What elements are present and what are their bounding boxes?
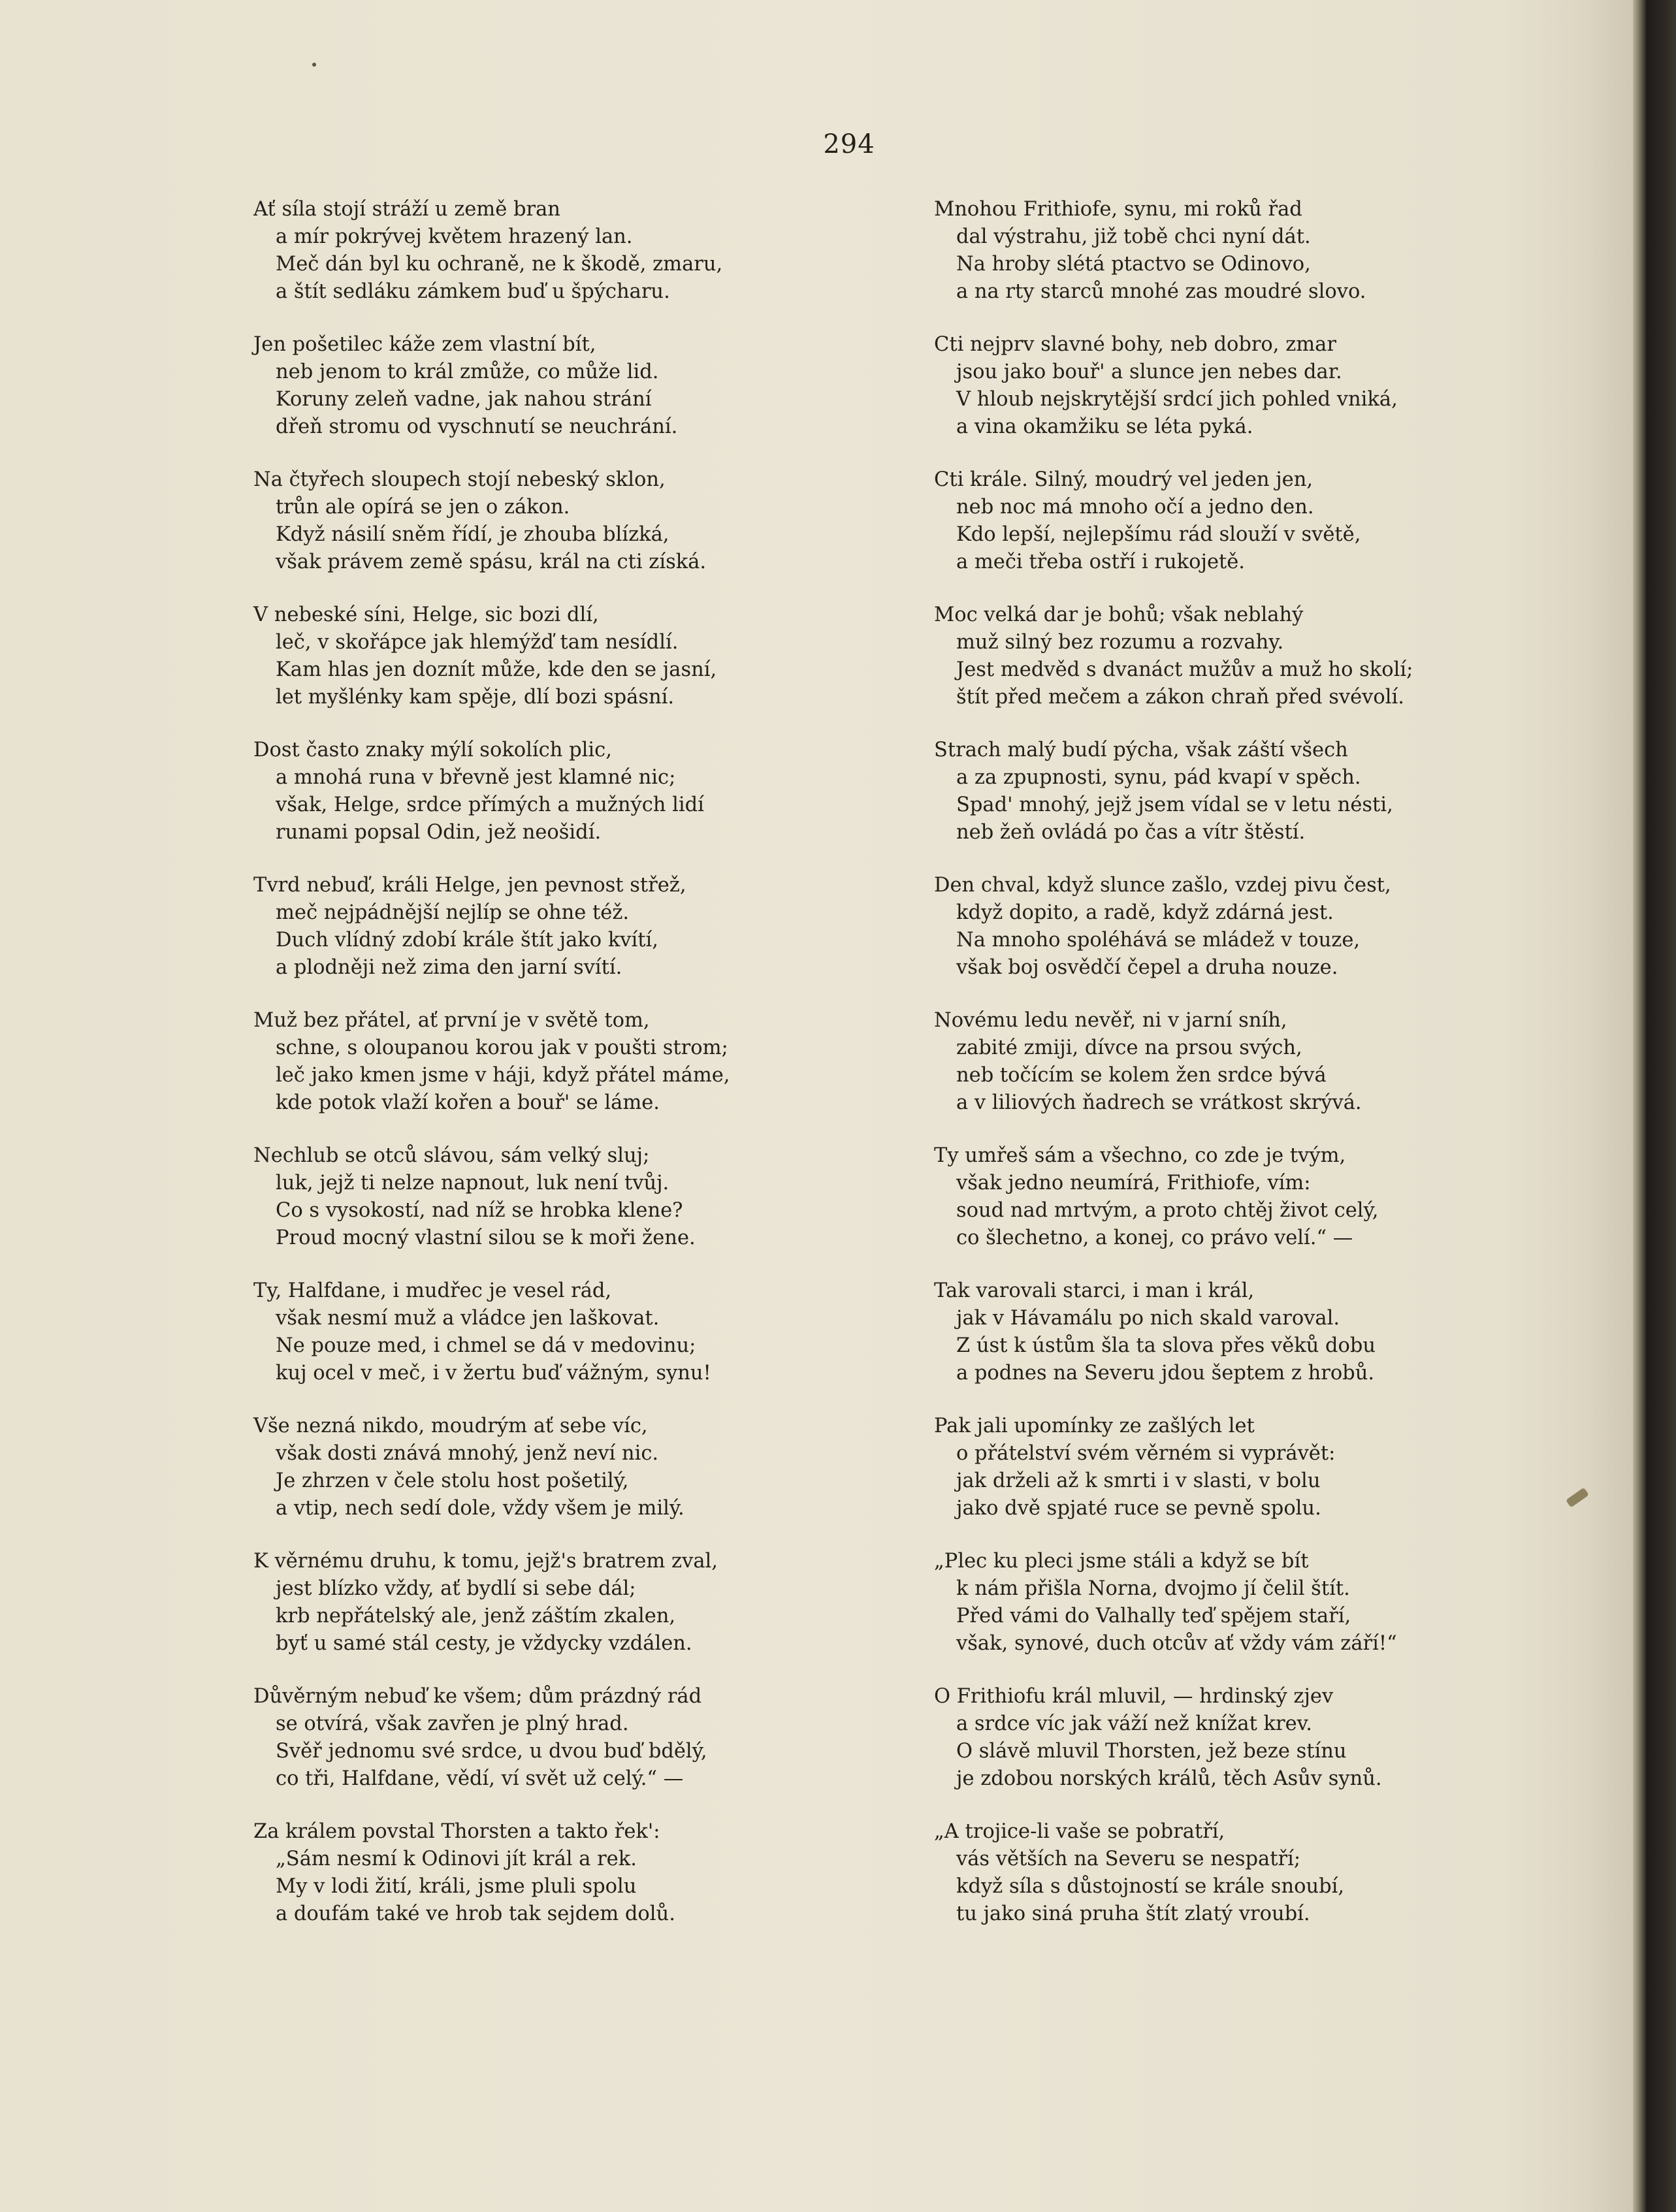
stanza [253,196,933,331]
stanza [934,331,1613,466]
verse-line: Je zhrzen v čele stolu host pošetilý, [276,1469,629,1492]
stanza [253,1548,933,1683]
verse-line: a vina okamžiku se léta pyká. [956,415,1253,438]
verse-line: však, Helge, srdce přímých a mužných lidí [276,793,704,816]
verse-line: Spad' mnohý, jejž jsem vídal se v letu nésti, [956,793,1393,816]
verse-line: O slávě mluvil Thorsten, jež beze stínu [956,1740,1347,1763]
stanza [934,737,1613,872]
verse-line: Tvrd nebuď, králi Helge, jen pevnost střež, [253,874,686,897]
verse-line: Důvěrným nebuď ke všem; dům prázdný rád [253,1685,702,1708]
stanza [934,1142,1613,1277]
verse-line: a plodněji než zima den jarní svítí. [276,956,622,979]
stanza [934,196,1613,331]
verse-line: schne, s oloupanou korou jak v poušti strom; [276,1036,728,1059]
verse-line: luk, jejž ti nelze napnout, luk není tvůj. [276,1172,669,1194]
verse-line: neb jenom to král zmůže, co může lid. [276,361,659,383]
verse-line: V hloub nejskrytější srdcí jich pohled vniká, [956,388,1398,411]
stanza [253,466,933,601]
verse-line: však boj osvědčí čepel a druha nouze. [956,956,1338,979]
verse-line: soud nad mrtvým, a proto chtěj život celý, [956,1199,1379,1222]
verse-line: Strach malý budí pýcha, však záští všech [934,739,1348,761]
verse-line: Za králem povstal Thorsten a takto řek': [253,1820,660,1843]
right-poem-column [934,196,1613,1953]
verse-line: a srdce víc jak váží než knížat krev. [956,1712,1312,1735]
verse-line: však dosti znává mnohý, jenž neví nic. [276,1442,659,1465]
verse-line: jak drželi až k smrti i v slasti, v bolu [956,1469,1321,1492]
stanza [253,872,933,1007]
verse-line: je zdobou norských králů, těch Asův synů. [956,1767,1382,1790]
verse-line: byť u samé stál cesty, je vždycky vzdálen. [276,1632,692,1655]
verse-line: a za zpupnosti, synu, pád kvapí v spěch. [956,766,1361,789]
verse-line: Jest medvěd s dvanáct mužův a muž ho skolí; [956,658,1413,681]
verse-line: zabité zmiji, dívce na prsou svých, [956,1036,1302,1059]
verse-line: jsou jako bouř' a slunce jen nebes dar. [956,361,1342,383]
verse-line: Svěř jednomu své srdce, u dvou buď bdělý, [276,1740,707,1763]
book-binding [1646,0,1676,2212]
verse-line: neb točícím se kolem žen srdce bývá [956,1064,1327,1087]
verse-line: „Plec ku pleci jsme stáli a když se bít [934,1550,1309,1573]
verse-line: Na čtyřech sloupech stojí nebeský sklon, [253,468,666,491]
verse-line: Nechlub se otců slávou, sám velký sluj; [253,1144,650,1167]
stanza [253,1683,933,1818]
verse-line: však nesmí muž a vládce jen laškovat. [276,1307,660,1330]
verse-line: kuj ocel v meč, i v žertu buď vážným, synu! [276,1362,711,1385]
verse-line: leč, v skořápce jak hlemýžď tam nesídlí. [276,631,679,654]
stanza [253,1007,933,1142]
verse-line: V nebeské síni, Helge, sic bozi dlí, [253,603,599,626]
verse-line: Cti nejprv slavné bohy, neb dobro, zmar [934,333,1336,356]
verse-line: Před vámi do Valhally teď spějem staří, [956,1605,1351,1627]
verse-line: když síla s důstojností se krále snoubí, [956,1875,1345,1898]
stanza [253,1142,933,1277]
verse-line: dřeň stromu od vyschnutí se neuchrání. [276,415,678,438]
verse-line: Na hroby slétá ptactvo se Odinovo, [956,253,1311,276]
verse-line: Co s vysokostí, nad níž se hrobka klene? [276,1199,683,1222]
page-edge [1633,0,1646,2212]
verse-line: let myšlénky kam spěje, dlí bozi spásní. [276,686,675,709]
stanza [934,1007,1613,1142]
page-number: 294 [823,129,875,159]
ink-speck [312,63,316,67]
verse-line: jako dvě spjaté ruce se pevně spolu. [956,1497,1321,1520]
verse-line: Dost často znaky mýlí sokolích plic, [253,739,612,761]
verse-line: Proud mocný vlastní silou se k moři žene. [276,1226,696,1249]
verse-line: štít před mečem a zákon chraň před svévolí. [956,686,1404,709]
verse-line: a štít sedláku zámkem buď u špýcharu. [276,280,670,303]
verse-line: Meč dán byl ku ochraně, ne k škodě, zmaru, [276,253,723,276]
verse-line: neb noc má mnoho očí a jedno den. [956,496,1314,519]
stanza [934,872,1613,1007]
verse-line: Z úst k ústům šla ta slova přes věků dobu [956,1334,1376,1357]
verse-line: Novému ledu nevěř, ni v jarní sníh, [934,1009,1287,1032]
verse-line: a mír pokrývej květem hrazený lan. [276,225,633,248]
verse-line: muž silný bez rozumu a rozvahy. [956,631,1284,654]
stanza [253,737,933,872]
verse-line: Duch vlídný zdobí krále štít jako kvítí, [276,929,658,952]
verse-line: jest blízko vždy, ať bydlí si sebe dál; [276,1577,636,1600]
verse-line: Jen pošetilec káže zem vlastní bít, [253,333,596,356]
verse-line: o přátelství svém věrném si vyprávět: [956,1442,1336,1465]
verse-line: Tak varovali starci, i man i král, [934,1279,1255,1302]
verse-line: když dopito, a radě, když zdárná jest. [956,901,1334,924]
verse-line: runami popsal Odin, jež neošidí. [276,821,602,844]
stanza [934,1683,1613,1818]
verse-line: a meči třeba ostří i rukojetě. [956,551,1245,573]
verse-line: Když násilí sněm řídí, je zhouba blízká, [276,523,669,546]
stanza [253,331,933,466]
verse-line: a podnes na Severu jdou šeptem z hrobů. [956,1362,1375,1385]
verse-line: Ne pouze med, i chmel se dá v medovinu; [276,1334,696,1357]
verse-line: „Sám nesmí k Odinovi jít král a rek. [276,1848,637,1870]
stanza [253,1413,933,1548]
verse-line: K věrnému druhu, k tomu, jejž's bratrem zval, [253,1550,718,1573]
stanza [253,1818,933,1953]
stanza [934,1413,1613,1548]
left-poem-column [253,196,933,1953]
verse-line: Vše nezná nikdo, moudrým ať sebe víc, [253,1415,648,1437]
verse-line: co šlechetno, a konej, co právo velí.“ — [956,1226,1353,1249]
stanza [253,1277,933,1413]
verse-line: O Frithiofu král mluvil, — hrdinský zjev [934,1685,1334,1708]
verse-line: trůn ale opírá se jen o zákon. [276,496,570,519]
verse-line: leč jako kmen jsme v háji, když přátel máme, [276,1064,730,1087]
verse-line: Cti krále. Silný, moudrý vel jeden jen, [934,468,1313,491]
verse-line: jak v Hávamálu po nich skald varoval. [956,1307,1340,1330]
verse-line: k nám přišla Norna, dvojmo jí čelil štít. [956,1577,1350,1600]
verse-line: neb žeň ovládá po čas a vítr štěstí. [956,821,1306,844]
verse-line: Muž bez přátel, ať první je v světě tom, [253,1009,650,1032]
verse-line: kde potok vlaží kořen a bouř' se láme. [276,1091,660,1114]
verse-line: se otvírá, však zavřen je plný hrad. [276,1712,629,1735]
stanza [934,1548,1613,1683]
verse-line: však právem země spásu, král na cti získá. [276,551,707,573]
verse-line: Ať síla stojí stráží u země bran [253,198,560,221]
verse-line: a doufám také ve hrob tak sejdem dolů. [276,1902,675,1925]
verse-line: tu jako siná pruha štít zlatý vroubí. [956,1902,1310,1925]
verse-line: vás větších na Severu se nespatří; [956,1848,1301,1870]
stanza [253,601,933,737]
verse-line: My v lodi žití, králi, jsme pluli spolu [276,1875,637,1898]
verse-line: meč nejpádnější nejlíp se ohne též. [276,901,630,924]
verse-line: Mnohou Frithiofe, synu, mi roků řad [934,198,1302,221]
verse-line: však, synové, duch otcův ať vždy vám září!“ [956,1632,1397,1655]
verse-line: Den chval, když slunce zašlo, vzdej pivu čest, [934,874,1391,897]
verse-line: Koruny zeleň vadne, jak nahou strání [276,388,652,411]
verse-line: Kam hlas jen doznít může, kde den se jasní, [276,658,717,681]
stanza [934,601,1613,737]
verse-line: dal výstrahu, již tobě chci nyní dát. [956,225,1311,248]
verse-line: a na rty starců mnohé zas moudré slovo. [956,280,1366,303]
verse-line: Ty umřeš sám a všechno, co zde je tvým, [934,1144,1346,1167]
verse-line: Ty, Halfdane, i mudřec je vesel rád, [253,1279,612,1302]
verse-line: a v liliových ňadrech se vrátkost skrývá. [956,1091,1362,1114]
verse-line: co tři, Halfdane, vědí, ví svět už celý.“ — [276,1767,684,1790]
verse-line: Moc velká dar je bohů; však neblahý [934,603,1304,626]
verse-line: „A trojice-li vaše se pobratří, [934,1820,1225,1843]
verse-line: Na mnoho spoléhává se mládež v touze, [956,929,1361,952]
verse-line: a vtip, nech sedí dole, vždy všem je milý. [276,1497,685,1520]
verse-line: Pak jali upomínky ze zašlých let [934,1415,1255,1437]
verse-line: a mnohá runa v břevně jest klamné nic; [276,766,676,789]
stanza [934,1277,1613,1413]
stanza [934,1818,1613,1953]
verse-line: Kdo lepší, nejlepšímu rád slouží v světě, [956,523,1361,546]
verse-line: krb nepřátelský ale, jenž záštím zkalen, [276,1605,676,1627]
stanza [934,466,1613,601]
verse-line: však jedno neumírá, Frithiofe, vím: [956,1172,1311,1194]
